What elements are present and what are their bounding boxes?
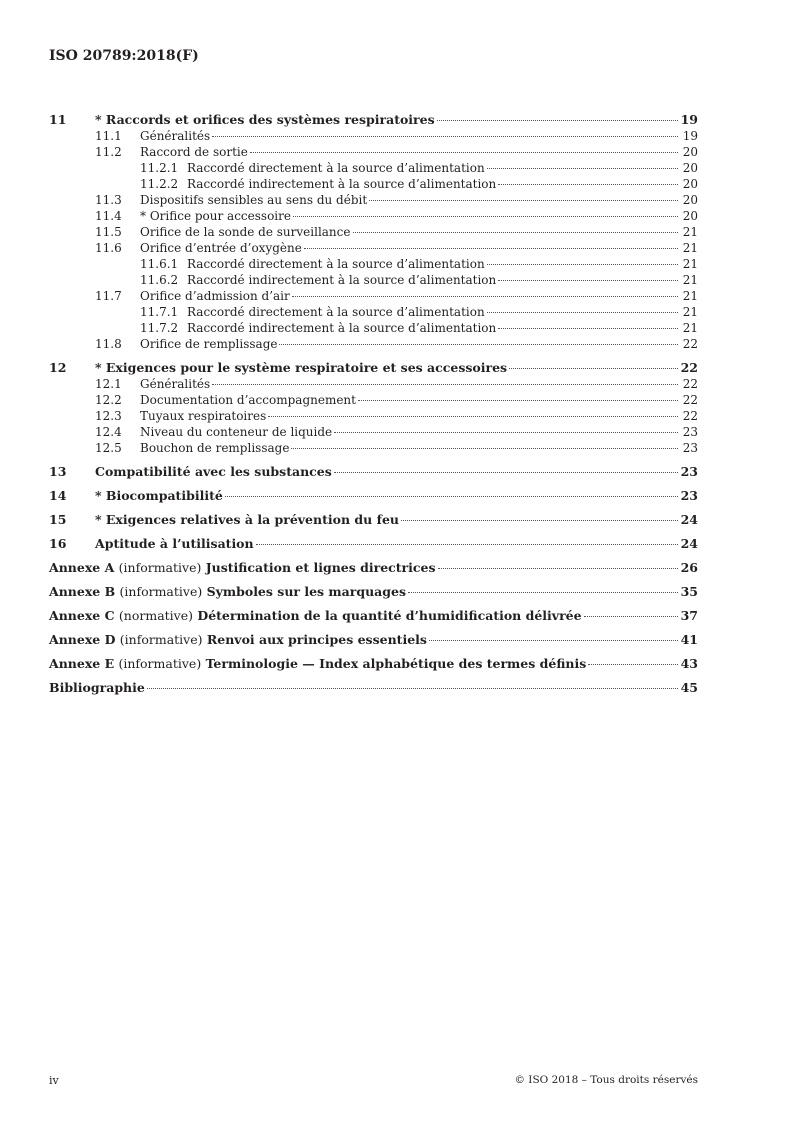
toc-entry[interactable]	[49, 376, 698, 392]
toc-entry-number: 11.1	[95, 129, 122, 143]
toc-entry-page: 21	[682, 321, 698, 335]
toc-entry[interactable]	[49, 488, 698, 504]
toc-entry-title[interactable]: Dispositifs sensibles au sens du débit	[140, 193, 368, 207]
toc-entry[interactable]	[49, 536, 698, 552]
toc-entry-number: 11.6.1	[140, 257, 179, 271]
toc-entry-title[interactable]: Raccordé indirectement à la source d’alimentation	[187, 321, 497, 335]
toc-entry-number: 11	[49, 112, 67, 127]
toc-entry-title[interactable]: Orifice de la sonde de surveillance	[140, 225, 351, 239]
toc-entry-page: 19	[682, 129, 698, 143]
toc-entry-title[interactable]: Aptitude à l’utilisation	[95, 536, 254, 551]
dot-leader	[304, 248, 678, 249]
dot-leader	[487, 264, 678, 265]
toc-entry[interactable]	[49, 224, 698, 240]
dot-leader	[279, 344, 678, 345]
toc-entry-title[interactable]: Généralités	[140, 377, 211, 391]
annex-entry[interactable]	[49, 608, 698, 624]
toc-entry-page: 22	[682, 337, 698, 351]
toc-entry[interactable]	[49, 240, 698, 256]
annex-page: 35	[680, 584, 698, 599]
toc-entry[interactable]	[49, 320, 698, 336]
dot-leader	[334, 472, 678, 473]
toc-entry[interactable]	[49, 192, 698, 208]
annex-label: Annexe D	[49, 632, 116, 647]
annex-type: (informative)	[118, 656, 202, 671]
annex-entry-title[interactable]	[49, 584, 406, 600]
toc-entry-title[interactable]: * Exigences relatives à la prévention du feu	[95, 512, 399, 527]
toc-entry-title[interactable]: Orifice d’admission d’air	[140, 289, 290, 303]
toc-entry-page: 20	[682, 209, 698, 223]
dot-leader	[509, 368, 678, 369]
toc-entry-title[interactable]: Tuyaux respiratoires	[140, 409, 267, 423]
toc-entry-number: 16	[49, 536, 67, 551]
annex-title: Justification et lignes directrices	[205, 560, 436, 575]
bibliography-page: 45	[680, 680, 698, 695]
page-number: iv	[49, 1074, 59, 1087]
toc-entry-title[interactable]: * Raccords et orifices des systèmes respiratoires	[95, 112, 435, 127]
annex-page: 41	[680, 632, 698, 647]
toc-entry-number: 11.4	[95, 209, 122, 223]
toc-entry[interactable]	[49, 512, 698, 528]
toc-entry[interactable]	[49, 440, 698, 456]
toc-entry-number: 12	[49, 360, 67, 375]
dot-leader	[437, 120, 678, 121]
toc-entry-number: 12.5	[95, 441, 122, 455]
toc-entry[interactable]	[49, 256, 698, 272]
annex-type: (normative)	[118, 608, 193, 623]
toc-entry[interactable]	[49, 360, 698, 376]
toc-entry-number: 11.6.2	[140, 273, 179, 287]
toc-entry[interactable]	[49, 112, 698, 128]
toc-entry-number: 11.2.2	[140, 177, 179, 191]
dot-leader	[256, 544, 678, 545]
dot-leader	[334, 432, 678, 433]
annex-page: 26	[680, 560, 698, 575]
toc-entry-title[interactable]: Niveau du conteneur de liquide	[140, 425, 333, 439]
toc-entry-title[interactable]: Raccordé indirectement à la source d’alimentation	[187, 273, 497, 287]
dot-leader	[147, 688, 678, 689]
toc-entry-page: 21	[682, 305, 698, 319]
toc-entry-title[interactable]: Compatibilité avec les substances	[95, 464, 332, 479]
annex-entry-title[interactable]	[49, 608, 582, 624]
toc-entry[interactable]	[49, 144, 698, 160]
toc-entry-number: 11.5	[95, 225, 122, 239]
bibliography-entry[interactable]	[49, 680, 698, 696]
dot-leader	[369, 200, 678, 201]
toc-entry[interactable]	[49, 392, 698, 408]
dot-leader	[498, 280, 678, 281]
toc-entry[interactable]	[49, 304, 698, 320]
annex-entry-title[interactable]	[49, 560, 436, 576]
toc-entry-page: 21	[682, 257, 698, 271]
copyright-notice: © ISO 2018 – Tous droits réservés	[514, 1074, 698, 1086]
toc-entry-number: 11.6	[95, 241, 122, 255]
annex-title: Renvoi aux principes essentiels	[206, 632, 427, 647]
toc-entry-page: 22	[680, 360, 698, 375]
dot-leader	[293, 216, 678, 217]
toc-entry-page: 23	[680, 488, 698, 503]
annex-title: Terminologie — Index alphabétique des termes définis	[205, 656, 587, 671]
annex-type: (informative)	[118, 560, 202, 575]
toc-entry-number: 11.7.2	[140, 321, 179, 335]
toc-entry-page: 19	[680, 112, 698, 127]
toc-entry-title[interactable]: Raccordé directement à la source d’alimentation	[187, 161, 485, 175]
dot-leader	[584, 616, 678, 617]
annex-entry[interactable]	[49, 656, 698, 672]
toc-entry-number: 12.2	[95, 393, 122, 407]
annex-type: (informative)	[119, 584, 203, 599]
annex-title: Symboles sur les marquages	[206, 584, 407, 599]
dot-leader	[225, 496, 678, 497]
toc-entry[interactable]	[49, 160, 698, 176]
annex-page: 43	[680, 656, 698, 671]
toc-entry-title[interactable]: * Exigences pour le système respiratoire et ses accessoires	[95, 360, 508, 375]
toc-entry-page: 21	[682, 225, 698, 239]
dot-leader	[438, 568, 679, 569]
toc-entry-page: 24	[680, 536, 698, 551]
annex-entry[interactable]	[49, 632, 698, 648]
toc-entry[interactable]	[49, 208, 698, 224]
annex-title: Détermination de la quantité d’humidification délivrée	[197, 608, 582, 623]
toc-entry-title[interactable]: Raccordé directement à la source d’alimentation	[187, 257, 485, 271]
toc-entry[interactable]	[49, 424, 698, 440]
dot-leader	[291, 448, 678, 449]
toc-entry[interactable]	[49, 128, 698, 144]
toc-entry-page: 22	[682, 409, 698, 423]
dot-leader	[498, 328, 678, 329]
dot-leader	[408, 592, 678, 593]
annex-label: Annexe B	[49, 584, 116, 599]
table-of-contents	[49, 112, 698, 696]
toc-entry-number: 12.1	[95, 377, 122, 391]
dot-leader	[487, 312, 678, 313]
dot-leader	[588, 664, 678, 665]
toc-entry[interactable]	[49, 272, 698, 288]
annex-page: 37	[680, 608, 698, 623]
toc-entry-page: 24	[680, 512, 698, 527]
document-id-header: ISO 20789:2018(F)	[49, 48, 199, 64]
dot-leader	[498, 184, 678, 185]
toc-entry[interactable]	[49, 288, 698, 304]
toc-entry-page: 22	[682, 393, 698, 407]
toc-entry-page: 20	[682, 145, 698, 159]
dot-leader	[429, 640, 678, 641]
toc-entry[interactable]	[49, 464, 698, 480]
toc-entry[interactable]	[49, 336, 698, 352]
toc-entry-number: 11.2	[95, 145, 122, 159]
toc-entry[interactable]	[49, 408, 698, 424]
dot-leader	[401, 520, 678, 521]
dot-leader	[358, 400, 678, 401]
toc-entry-page: 20	[682, 193, 698, 207]
dot-leader	[353, 232, 679, 233]
dot-leader	[212, 136, 678, 137]
toc-entry-title[interactable]: Raccordé indirectement à la source d’alimentation	[187, 177, 497, 191]
toc-entry-title[interactable]: Orifice d’entrée d’oxygène	[140, 241, 302, 255]
toc-entry-number: 15	[49, 512, 67, 527]
toc-entry-page: 20	[682, 161, 698, 175]
toc-entry-page: 23	[682, 425, 698, 439]
toc-entry-number: 11.3	[95, 193, 122, 207]
toc-entry-page: 23	[680, 464, 698, 479]
dot-leader	[292, 296, 678, 297]
toc-entry-page: 21	[682, 289, 698, 303]
toc-entry-number: 11.2.1	[140, 161, 179, 175]
toc-entry-title[interactable]: Orifice de remplissage	[140, 337, 278, 351]
toc-entry-title[interactable]: Raccord de sortie	[140, 145, 248, 159]
dot-leader	[212, 384, 678, 385]
dot-leader	[250, 152, 678, 153]
toc-entry[interactable]	[49, 176, 698, 192]
toc-entry-page: 22	[682, 377, 698, 391]
annex-entry-title[interactable]	[49, 632, 427, 648]
bibliography-title[interactable]: Bibliographie	[49, 680, 145, 695]
toc-entry-number: 11.8	[95, 337, 122, 351]
dot-leader	[268, 416, 678, 417]
annex-type: (informative)	[119, 632, 203, 647]
annex-label: Annexe A	[49, 560, 115, 575]
annex-entry[interactable]	[49, 584, 698, 600]
toc-entry-number: 11.7	[95, 289, 122, 303]
toc-entry-number: 12.3	[95, 409, 122, 423]
annex-entry-title[interactable]	[49, 656, 586, 672]
toc-entry-page: 23	[682, 441, 698, 455]
dot-leader	[487, 168, 678, 169]
toc-entry-number: 12.4	[95, 425, 122, 439]
toc-entry-number: 14	[49, 488, 67, 503]
toc-entry-title[interactable]: * Biocompatibilité	[95, 488, 223, 503]
toc-entry-page: 21	[682, 241, 698, 255]
toc-entry-title[interactable]: Généralités	[140, 129, 211, 143]
annex-label: Annexe C	[49, 608, 115, 623]
toc-entry-page: 20	[682, 177, 698, 191]
toc-entry-page: 21	[682, 273, 698, 287]
annex-entry[interactable]	[49, 560, 698, 576]
toc-entry-title[interactable]: Documentation d’accompagnement	[140, 393, 356, 407]
annex-label: Annexe E	[49, 656, 115, 671]
toc-entry-number: 13	[49, 464, 67, 479]
toc-entry-title[interactable]: * Orifice pour accessoire	[140, 209, 291, 223]
toc-entry-title[interactable]: Bouchon de remplissage	[140, 441, 290, 455]
toc-entry-title[interactable]: Raccordé directement à la source d’alimentation	[187, 305, 485, 319]
toc-entry-number: 11.7.1	[140, 305, 179, 319]
